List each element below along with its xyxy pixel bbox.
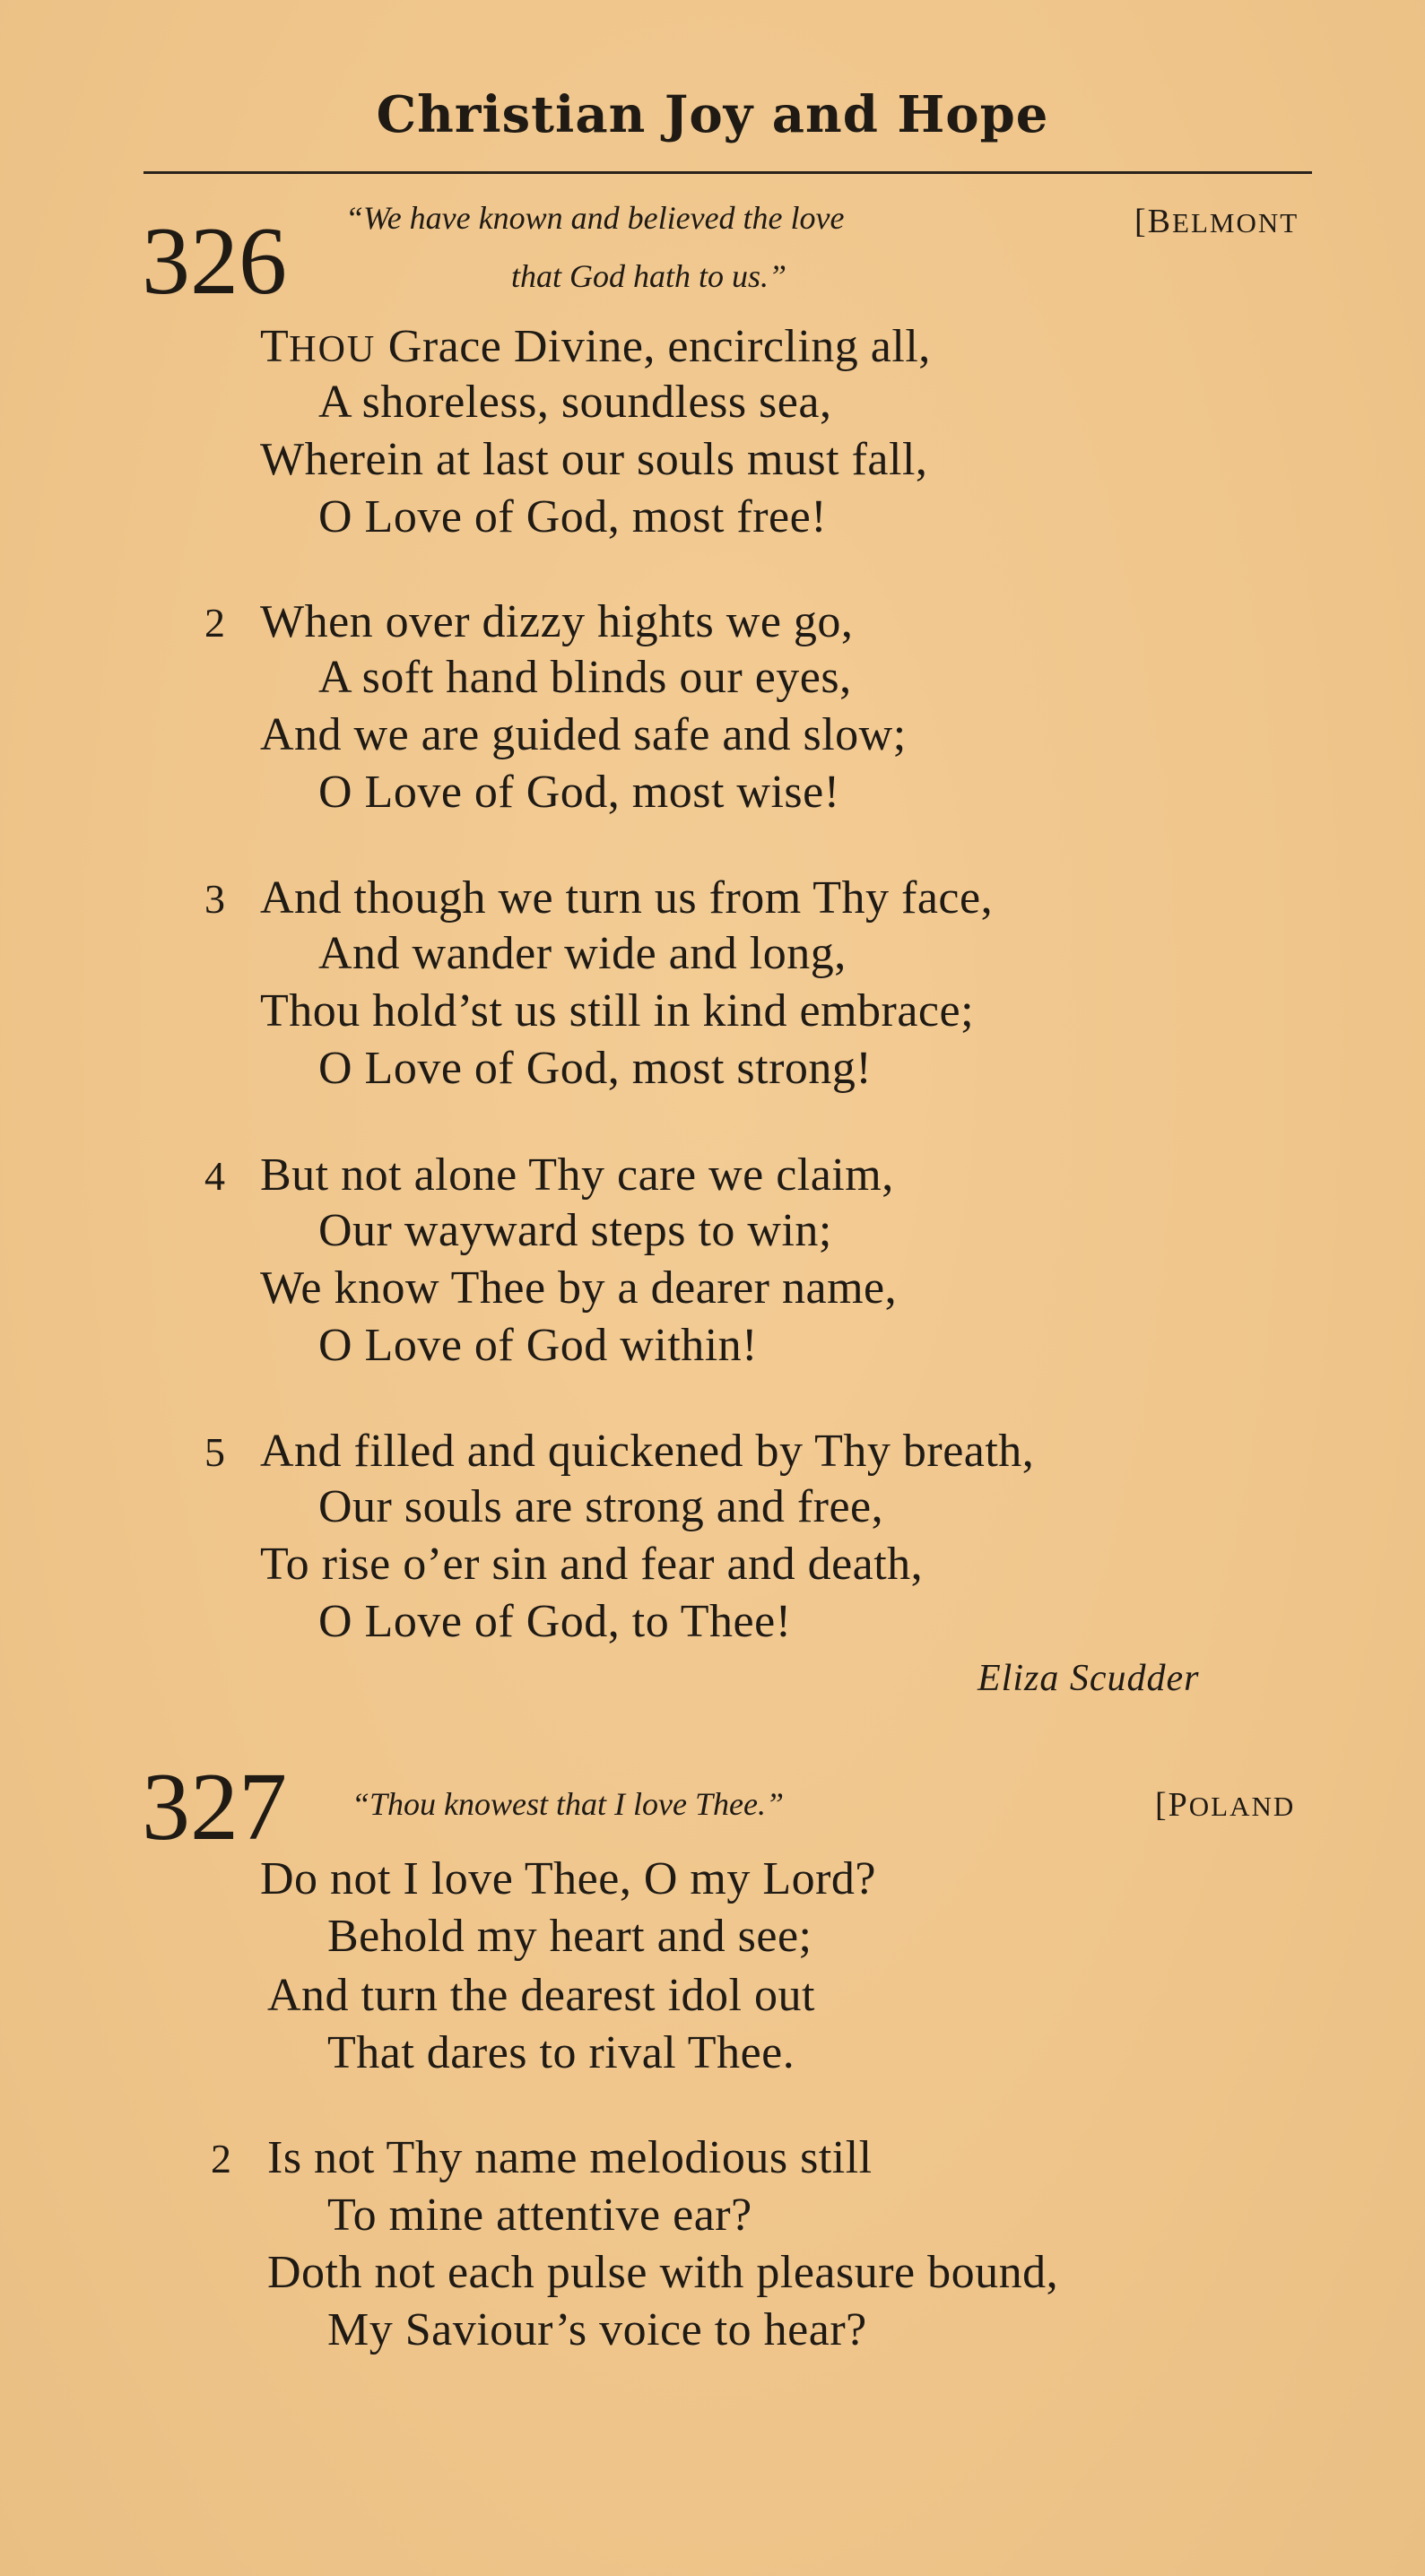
hymn-326-verse-number-5: 5: [204, 1429, 225, 1475]
hymn-326-line-16: O Love of God within!: [318, 1320, 758, 1371]
hymn-326-line-4: O Love of God, most free!: [318, 491, 828, 542]
tune-bracket: [: [1134, 203, 1148, 240]
hymn-326-line-3: Wherein at last our souls must fall,: [260, 434, 928, 485]
hymn-327-line-3: And turn the dearest idol out: [267, 1970, 815, 2021]
hymn-326-line-17: And filled and quickened by Thy breath,: [260, 1426, 1035, 1477]
hymn-326-line-18: Our souls are strong and free,: [318, 1481, 884, 1532]
hymn-326-epigraph-line-2: that God hath to us.”: [511, 258, 787, 294]
tune-rest: ELMONT: [1172, 207, 1299, 239]
first-word-initial: T: [260, 321, 290, 372]
hymn-326-line-19: To rise o’er sin and fear and death,: [260, 1539, 924, 1590]
hymn-number-326: 326: [142, 208, 287, 315]
hymn-326-line-15: We know Thee by a dearer name,: [260, 1262, 898, 1314]
hymn-327-line-4: That dares to rival Thee.: [327, 2027, 795, 2078]
hymn-326-verse-number-3: 3: [204, 876, 225, 922]
tune-initial: B: [1147, 203, 1173, 240]
hymn-326-line-5: When over dizzy hights we go,: [260, 596, 854, 647]
hymn-326-line-6: A soft hand blinds our eyes,: [318, 652, 852, 703]
hymn-326-line-13: But not alone Thy care we claim,: [260, 1149, 894, 1201]
hymn-327-line-1: Do not I love Thee, O my Lord?: [260, 1853, 876, 1904]
hymn-326-epigraph-line-1: “We have known and believed the love: [345, 200, 845, 236]
hymn-326-line-8: O Love of God, most wise!: [318, 767, 840, 818]
hymn-327-epigraph: “Thou knowest that I love Thee.”: [352, 1786, 784, 1822]
hymn-326-line-11: Thou hold’st us still in kind embrace;: [260, 985, 975, 1036]
hymn-326-author: Eliza Scudder: [978, 1658, 1200, 1699]
hymn-327-verse-number-2: 2: [211, 2136, 231, 2181]
hymn-326-line-2: A shoreless, soundless sea,: [318, 377, 832, 428]
hymn-327-line-8: My Saviour’s voice to hear?: [327, 2304, 867, 2355]
hymn-327-line-2: Behold my heart and see;: [327, 1911, 812, 1962]
tune-initial: P: [1168, 1786, 1189, 1824]
hymn-326-line-14: Our wayward steps to win;: [318, 1205, 832, 1256]
hymn-326-verse-number-2: 2: [204, 600, 225, 646]
running-head: Christian Joy and Hope: [376, 85, 1049, 144]
hymn-327-line-6: To mine attentive ear?: [327, 2190, 752, 2241]
tune-rest: OLAND: [1188, 1791, 1296, 1822]
hymn-326-line-10: And wander wide and long,: [318, 928, 847, 979]
hymn-327-line-5: Is not Thy name melodious still: [267, 2132, 873, 2183]
hymn-326-tune-name: [1134, 204, 1299, 239]
first-word-smallcaps: HOU: [289, 329, 377, 370]
hymn-326-verse-number-4: 4: [204, 1153, 225, 1199]
hymn-327-line-7: Doth not each pulse with pleasure bound,: [267, 2247, 1059, 2298]
tune-bracket: [: [1155, 1786, 1169, 1824]
hymn-326-line-1: [260, 321, 931, 372]
header-rule: [143, 171, 1312, 174]
hymn-326-line-9: And though we turn us from Thy face,: [260, 872, 994, 924]
hymn-326-line-7: And we are guided safe and slow;: [260, 709, 907, 760]
hymn-326-line-20: O Love of God, to Thee!: [318, 1596, 792, 1647]
hymn-326-line-12: O Love of God, most strong!: [318, 1043, 873, 1094]
hymn-327-tune-name: [1155, 1788, 1295, 1822]
hymn-number-327: 327: [142, 1754, 287, 1860]
first-line-rest: Grace Divine, encircling all,: [376, 321, 931, 372]
